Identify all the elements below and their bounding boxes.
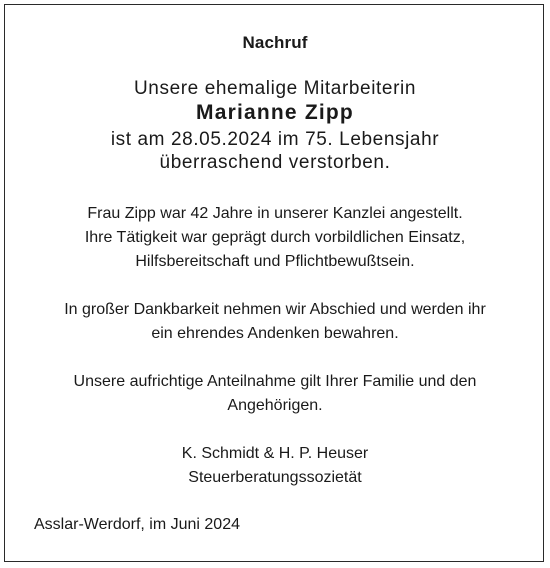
- deceased-name: Marianne Zipp: [196, 101, 354, 124]
- place-and-date: Asslar-Werdorf, im Juni 2024: [34, 516, 240, 533]
- gratitude-line-2: ein ehrendes Andenken bewahren.: [151, 325, 399, 342]
- tribute-paragraph: [5, 202, 545, 274]
- signature-names: K. Schmidt & H. P. Heuser: [181, 445, 369, 462]
- signature-firm: Steuerberatungssozietät: [188, 469, 362, 486]
- intro-line-3: überraschend verstorben.: [159, 152, 391, 173]
- gratitude-paragraph: [5, 298, 545, 346]
- gratitude-line-1: In großer Dankbarkeit nehmen wir Abschied und werden ihr: [64, 301, 486, 318]
- tribute-line-3: Hilfsbereitschaft und Pflichtbewußtsein.: [135, 253, 415, 270]
- notice-heading: Nachruf: [242, 33, 308, 52]
- condolence-line-1: Unsere aufrichtige Anteilnahme gilt Ihrer Familie und den: [73, 373, 477, 390]
- intro-line-1: Unsere ehemalige Mitarbeiterin: [133, 78, 416, 99]
- signature-block: [5, 442, 545, 490]
- tribute-line-1: Frau Zipp war 42 Jahre in unserer Kanzlei angestellt.: [87, 205, 463, 222]
- condolence-line-2: Angehörigen.: [227, 397, 323, 414]
- condolence-paragraph: [5, 370, 545, 418]
- tribute-line-2: Ihre Tätigkeit war geprägt durch vorbildlichen Einsatz,: [84, 229, 466, 246]
- intro-line-2: ist am 28.05.2024 im 75. Lebensjahr: [110, 129, 440, 150]
